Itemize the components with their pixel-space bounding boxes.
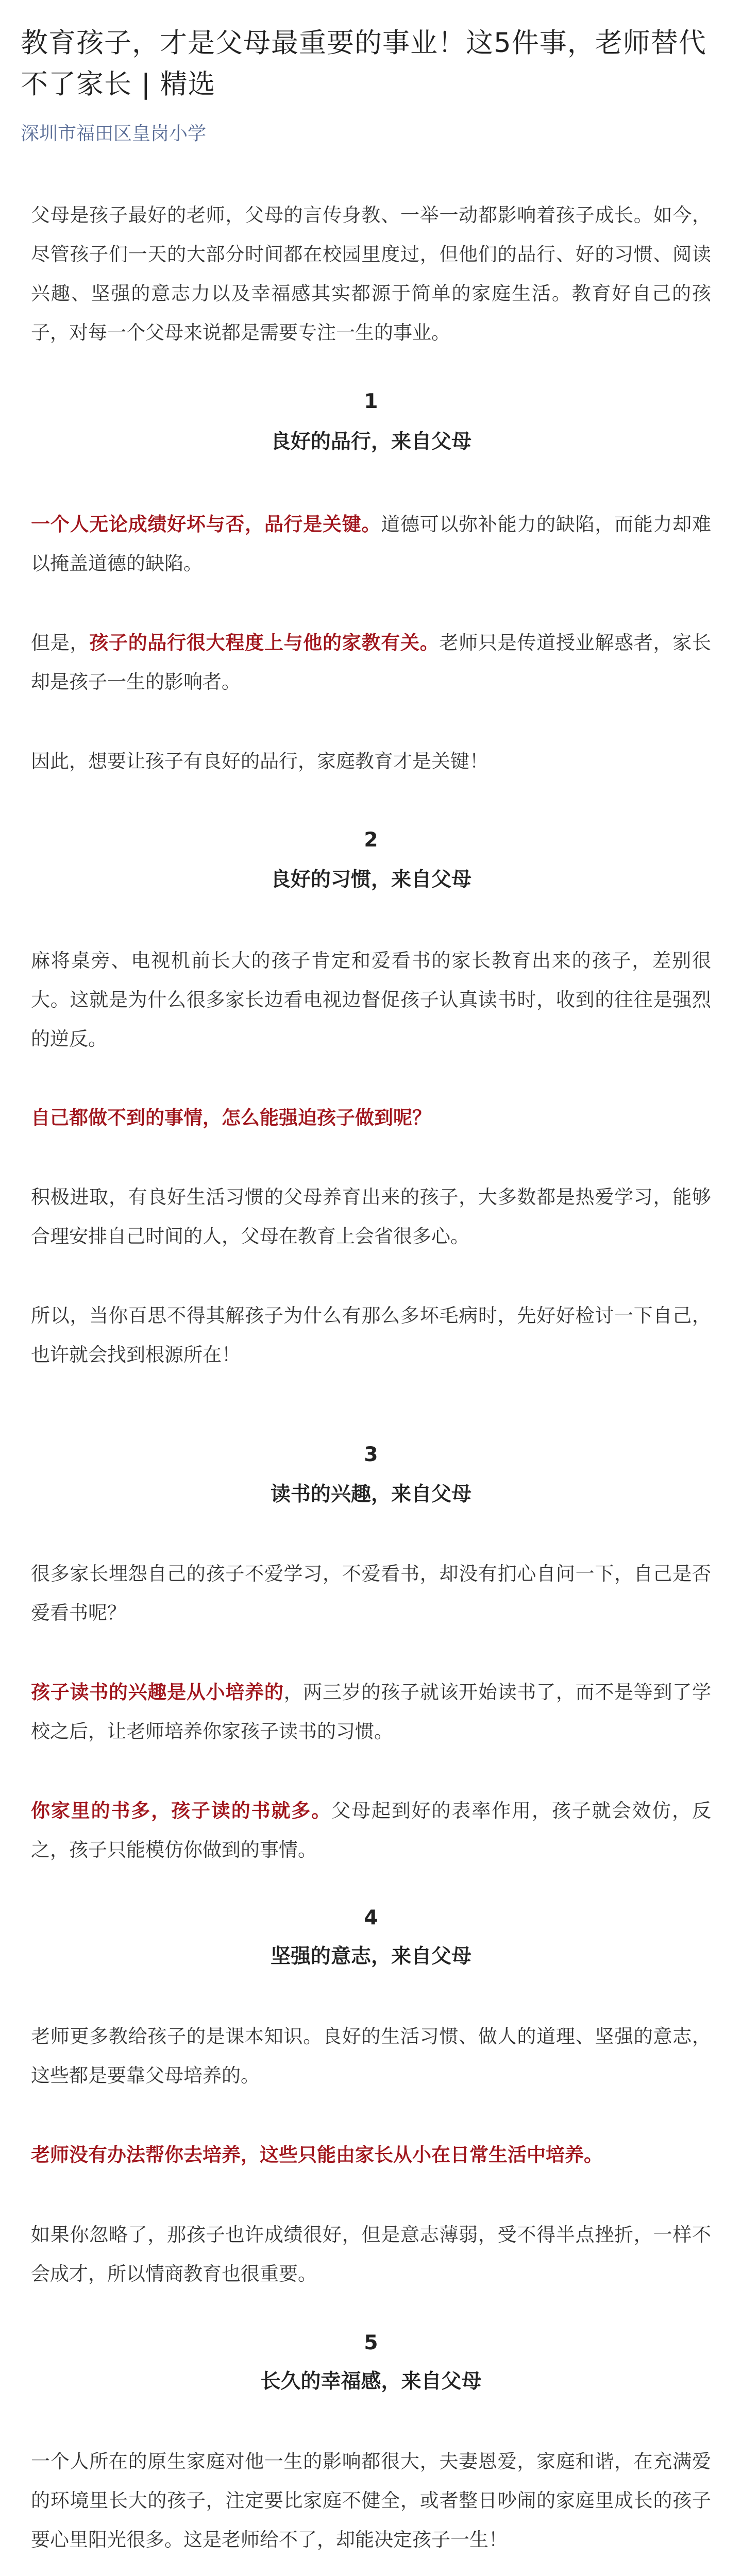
section-1-text-2: 老师只是传道授业解惑者，家长却是孩子一生的影响者。 [31, 632, 712, 693]
section-1-heading: 良好的品行，来自父母 [270, 430, 471, 453]
section-3-highlight-1: 孩子读书的兴趣是从小培养的 [31, 1681, 284, 1703]
intro-paragraph: 父母是孩子最好的老师，父母的言传身教、一举一动都影响着孩子成长。如今，尽管孩子们一天的大部分时间都在校园里度过，但他们的品行、好的习惯、阅读兴趣、坚强的意志力以及幸福感其实都源于简单的家庭生活。教育好自己的孩子，对每一个父母来说都是需要专注一生的事业。 [31, 204, 711, 344]
section-4-paragraph-2 [31, 2136, 711, 2175]
section-4-number: 4 [364, 1906, 378, 1929]
section-1-text-2-pre: 但是， [31, 632, 90, 654]
section-2-number: 2 [364, 828, 378, 852]
section-3-number: 3 [364, 1443, 378, 1466]
article-title: 教育孩子，才是父母最重要的事业！这5件事，老师替代不了家长 | 精选 [21, 27, 706, 100]
section-1-highlight-1: 一个人无论成绩好坏与否，品行是关键。 [31, 513, 381, 535]
section-3-text-2: ，两三岁的孩子就该开始读书了，而不是等到了学校之后，让老师培养你家孩子读书的习惯。 [31, 1681, 712, 1742]
section-4-heading: 坚强的意志，来自父母 [270, 1945, 471, 1968]
section-1-highlight-2: 孩子的品行很大程度上与他的家教有关。 [89, 632, 440, 654]
section-2-paragraph-4: 所以，当你百思不得其解孩子为什么有那么多坏毛病时，先好好检讨一下自己，也许就会找到根源所在！ [31, 1304, 711, 1366]
section-3-paragraph-2 [31, 1673, 711, 1751]
section-3-paragraph-3 [31, 1791, 711, 1870]
section-2-paragraph-2 [31, 1098, 711, 1138]
section-1-paragraph-2 [31, 623, 711, 702]
section-1-number: 1 [364, 390, 378, 413]
section-2-paragraph-3: 积极进取，有良好生活习惯的父母养育出来的孩子，大多数都是热爱学习，能够合理安排自己时间的人，父母在教育上会省很多心。 [31, 1186, 711, 1247]
section-1-paragraph-1 [31, 505, 711, 583]
section-3-highlight-2: 你家里的书多，孩子读的书就多。 [31, 1800, 332, 1822]
section-5-number: 5 [364, 2331, 378, 2354]
section-3-heading: 读书的兴趣，来自父母 [270, 1483, 471, 1506]
section-3-text-3: 父母起到好的表率作用，孩子就会效仿，反之，孩子只能模仿你做到的事情。 [31, 1800, 712, 1861]
section-5-heading: 长久的幸福感，来自父母 [260, 2370, 482, 2393]
section-2-highlight-1: 自己都做不到的事情，怎么能强迫孩子做到呢？ [31, 1107, 431, 1129]
section-2-paragraph-1: 麻将桌旁、电视机前长大的孩子肯定和爱看书的家长教育出来的孩子，差别很大。这就是为什么很多家长边看电视边督促孩子认真读书时，收到的往往是强烈的逆反。 [31, 950, 711, 1050]
account-name-link[interactable]: 深圳市福田区皇岗小学 [21, 123, 207, 144]
section-3-paragraph-1: 很多家长埋怨自己的孩子不爱学习，不爱看书，却没有扪心自问一下，自己是否爱看书呢？ [31, 1563, 711, 1624]
section-2-heading: 良好的习惯，来自父母 [270, 868, 471, 891]
section-1-paragraph-3: 因此，想要让孩子有良好的品行，家庭教育才是关键！ [31, 750, 488, 772]
section-5-paragraph-1: 一个人所在的原生家庭对他一生的影响都很大，夫妻恩爱，家庭和谐，在充满爱的环境里长大的孩子，注定要比家庭不健全，或者整日吵闹的家庭里成长的孩子要心里阳光很多。这是老师给不了，却能决定孩子一生！ [31, 2450, 711, 2551]
section-4-highlight-1: 老师没有办法帮你去培养，这些只能由家长从小在日常生活中培养。 [31, 2144, 603, 2166]
section-4-paragraph-1: 老师更多教给孩子的是课本知识。良好的生活习惯、做人的道理、坚强的意志，这些都是要靠父母培养的。 [31, 2025, 711, 2087]
section-4-paragraph-3: 如果你忽略了，那孩子也许成绩很好，但是意志薄弱，受不得半点挫折，一样不会成才，所以情商教育也很重要。 [31, 2224, 711, 2285]
section-1-text-1: 道德可以弥补能力的缺陷，而能力却难以掩盖道德的缺陷。 [31, 513, 711, 574]
